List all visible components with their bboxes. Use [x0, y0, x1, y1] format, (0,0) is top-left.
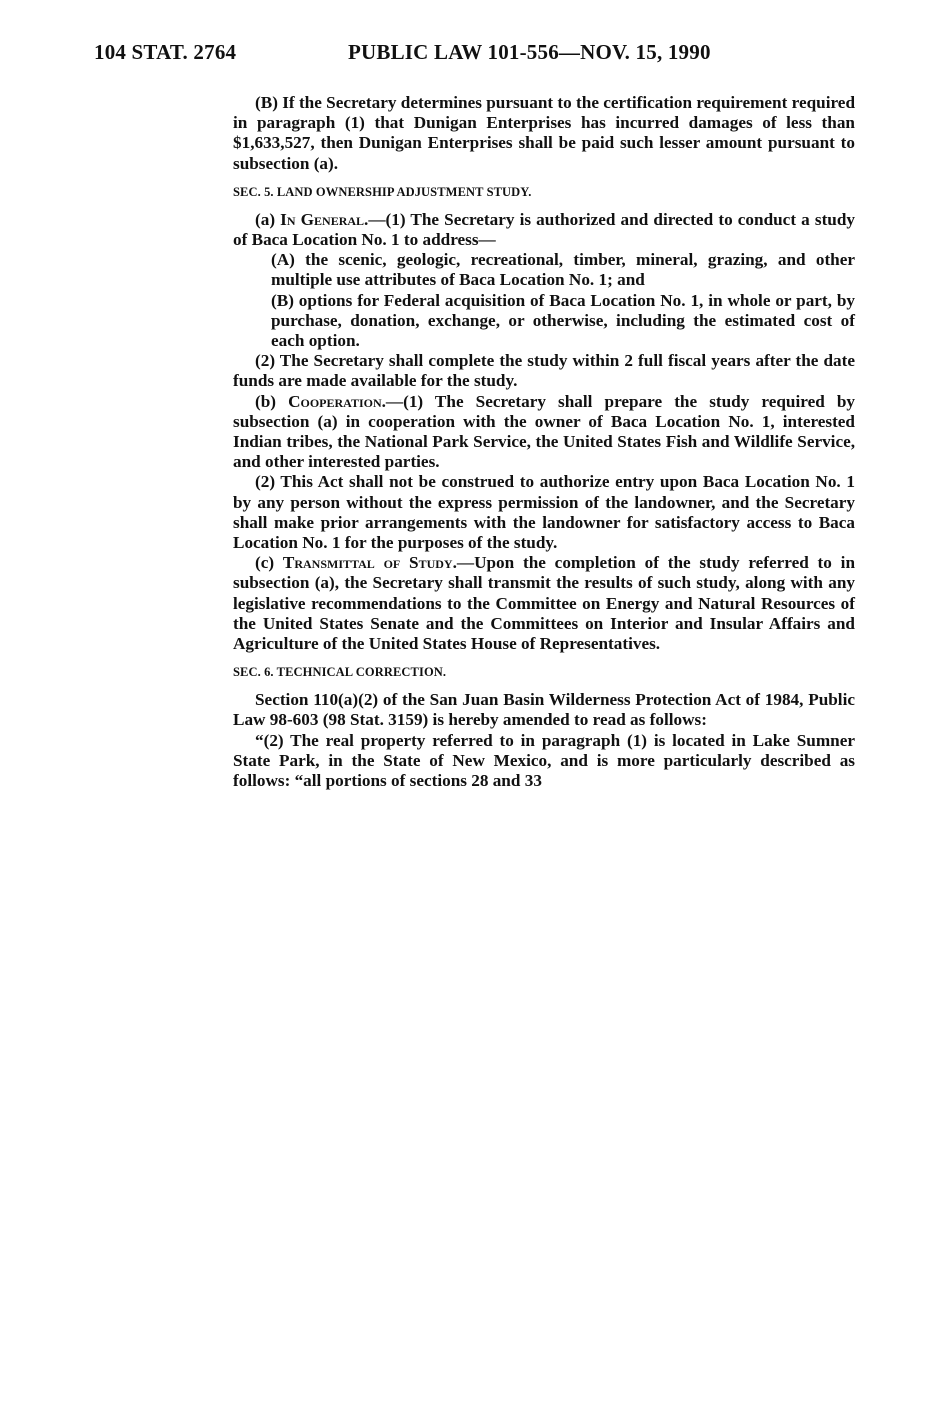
section-6-quoted-text: “(2) The real property referred to in paragraph (1) is located in Lake Sumner State Park, in the State of New Mexico, and is more particularly described as follows: “all portions of sections 28 and 33 [233, 730, 855, 791]
subsection-b-text: —(1) The Secretary shall prepare the study required by subsection (a) in cooperation with the owner of Baca Location No. 1, interested Indian tribes, the National Park Service, the United States Fish and Wildlife Service, and other interested parties. [233, 391, 855, 472]
section-5-subsection-c [233, 553, 855, 654]
subsection-c-caption: Transmittal of Study. [282, 553, 457, 573]
subsection-c-label: (c) [255, 553, 283, 573]
subsection-c-text: —Upon the completion of the study referred to in subsection (a), the Secretary shall transmit the results of such study, along with any legislative recommendations to the Committee on Energy and Natural Resources of the United States Senate and the Committees on Interior and Insular Affairs and Agriculture of the United States House of Representatives. [233, 553, 855, 654]
public-law-citation: PUBLIC LAW 101-556—NOV. 15, 1990 [348, 40, 711, 64]
subsection-a-caption: In General. [280, 209, 369, 229]
subsection-b-label: (b) [255, 391, 289, 411]
paragraph-2-entry: (2) This Act shall not be construed to authorize entry upon Baca Location No. 1 by any person without the express permission of the landowner, and the Secretary shall make prior arrangements with the landowner for satisfactory access to Baca Location No. 1 for the purposes of the study. [233, 472, 855, 553]
paragraph-2-completion: (2) The Secretary shall complete the study within 2 full fiscal years after the date funds are made available for the study. [233, 351, 855, 391]
section-6-heading: SEC. 6. TECHNICAL CORRECTION. [233, 665, 447, 680]
section-5-subsection-b [233, 392, 855, 473]
subparagraph-a-attributes: (A) the scenic, geologic, recreational, timber, mineral, grazing, and other multiple use attributes of Baca Location No. 1; and [271, 250, 855, 290]
subsection-b-caption: Cooperation. [288, 391, 386, 411]
subsection-a-label: (a) [255, 209, 281, 229]
section-6-amendment: Section 110(a)(2) of the San Juan Basin Wilderness Protection Act of 1984, Public Law 98-603 (98 Stat. 3159) is hereby amended to read as follows: [233, 690, 855, 730]
subparagraph-b-options: (B) options for Federal acquisition of Baca Location No. 1, in whole or part, by purchase, donation, exchange, or otherwise, including the estimated cost of each option. [271, 290, 855, 351]
section-5-heading: SEC. 5. LAND OWNERSHIP ADJUSTMENT STUDY. [233, 184, 532, 199]
subsection-a-text: —(1) The Secretary is authorized and directed to conduct a study of Baca Location No. 1 to address— [233, 209, 856, 250]
stat-page-number: 104 STAT. 2764 [94, 40, 237, 64]
page-header [94, 40, 794, 76]
document-body [233, 93, 855, 791]
section-5-subsection-a [233, 210, 855, 250]
paragraph-b-damages: (B) If the Secretary determines pursuant to the certification requirement required in paragraph (1) that Dunigan Enterprises has incurred damages of less than $1,633,527, then Dunigan Enterprises shall be paid such lesser amount pursuant to subsection (a). [233, 93, 855, 173]
